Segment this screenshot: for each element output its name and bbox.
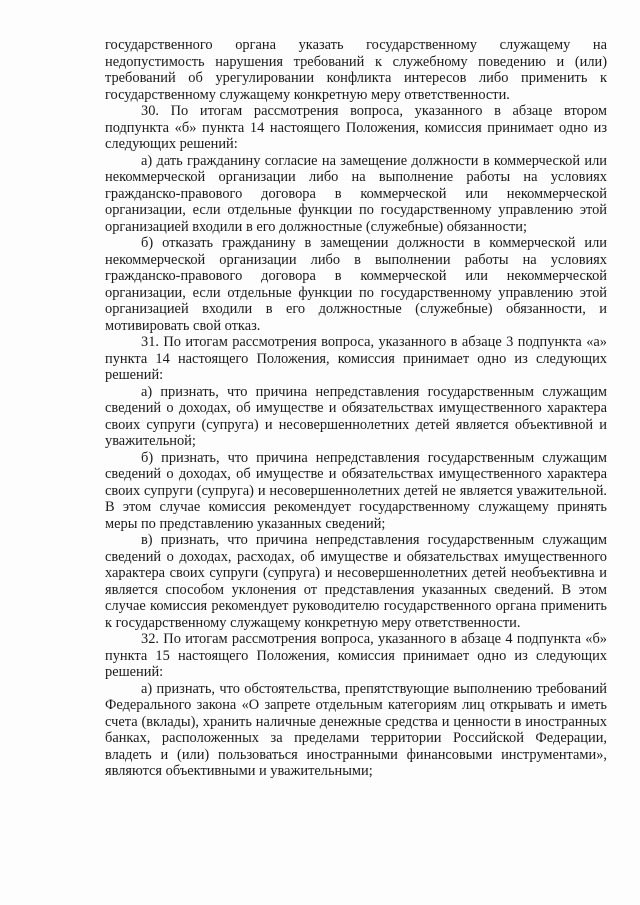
- paragraph-30: 30. По итогам рассмотрения вопроса, указанного в абзаце втором подпункта «б» пункта 14 настоящего Положения, комиссия принимает одно из следующих решений:: [105, 103, 607, 152]
- paragraph-31-a: а) признать, что причина непредставления государственным служащим сведений о доходах, об имуществе и обязательствах имущественного характера своих супруги (супруга) и несовершеннолетних детей является объективной и уважительной;: [105, 383, 607, 449]
- paragraph-32: 32. По итогам рассмотрения вопроса, указанного в абзаце 4 подпункта «б» пункта 15 настоящего Положения, комиссия принимает одно из следующих решений:: [105, 631, 607, 680]
- document-body: [105, 37, 607, 780]
- paragraph-31-b: б) признать, что причина непредставления государственным служащим сведений о доходах, об имуществе и обязательствах имущественного характера своих супруги (супруга) и несовершеннолетних детей не является уважительной. В этом случае комиссия рекомендует государственному служащему принять меры по представлению указанных сведений;: [105, 449, 607, 532]
- paragraph-30-a: а) дать гражданину согласие на замещение должности в коммерческой или некоммерческой организации либо на выполнение работы на условиях гражданско-правового договора в коммерческой или некоммерческой организации, если отдельные функции по государственному управлению этой организацией входили в его должностные (служебные) обязанности;: [105, 152, 607, 235]
- paragraph-31-c: в) признать, что причина непредставления государственным служащим сведений о доходах, расходах, об имуществе и обязательствах имущественного характера своих супруги (супруга) и несовершеннолетних детей необъективна и является способом уклонения от представления указанных сведений. В этом случае комиссия рекомендует руководителю государственного органа применить к государственному служащему конкретную меру ответственности.: [105, 532, 607, 631]
- paragraph-30-b: б) отказать гражданину в замещении должности в коммерческой или некоммерческой организации либо в выполнении работы на условиях гражданско-правового договора в коммерческой или некоммерческой организации, если отдельные функции по государственному управлению этой организацией входили в его должностные (служебные) обязанности, и мотивировать свой отказ.: [105, 235, 607, 334]
- paragraph-32-a: а) признать, что обстоятельства, препятствующие выполнению требований Федерального закона «О запрете отдельным категориям лиц открывать и иметь счета (вклады), хранить наличные денежные средства и ценности в иностранных банках, расположенных за пределами территории Российской Федерации, владеть и (или) пользоваться иностранными финансовыми инструментами», являются объективными и уважительными;: [105, 680, 607, 779]
- paragraph-continuation: государственного органа указать государственному служащему на недопустимость нарушения требований к служебному поведению и (или) требований об урегулировании конфликта интересов либо применить к государственному служащему конкретную меру ответственности.: [105, 37, 607, 103]
- paragraph-31: 31. По итогам рассмотрения вопроса, указанного в абзаце 3 подпункта «а» пункта 14 настоящего Положения, комиссия принимает одно из следующих решений:: [105, 334, 607, 383]
